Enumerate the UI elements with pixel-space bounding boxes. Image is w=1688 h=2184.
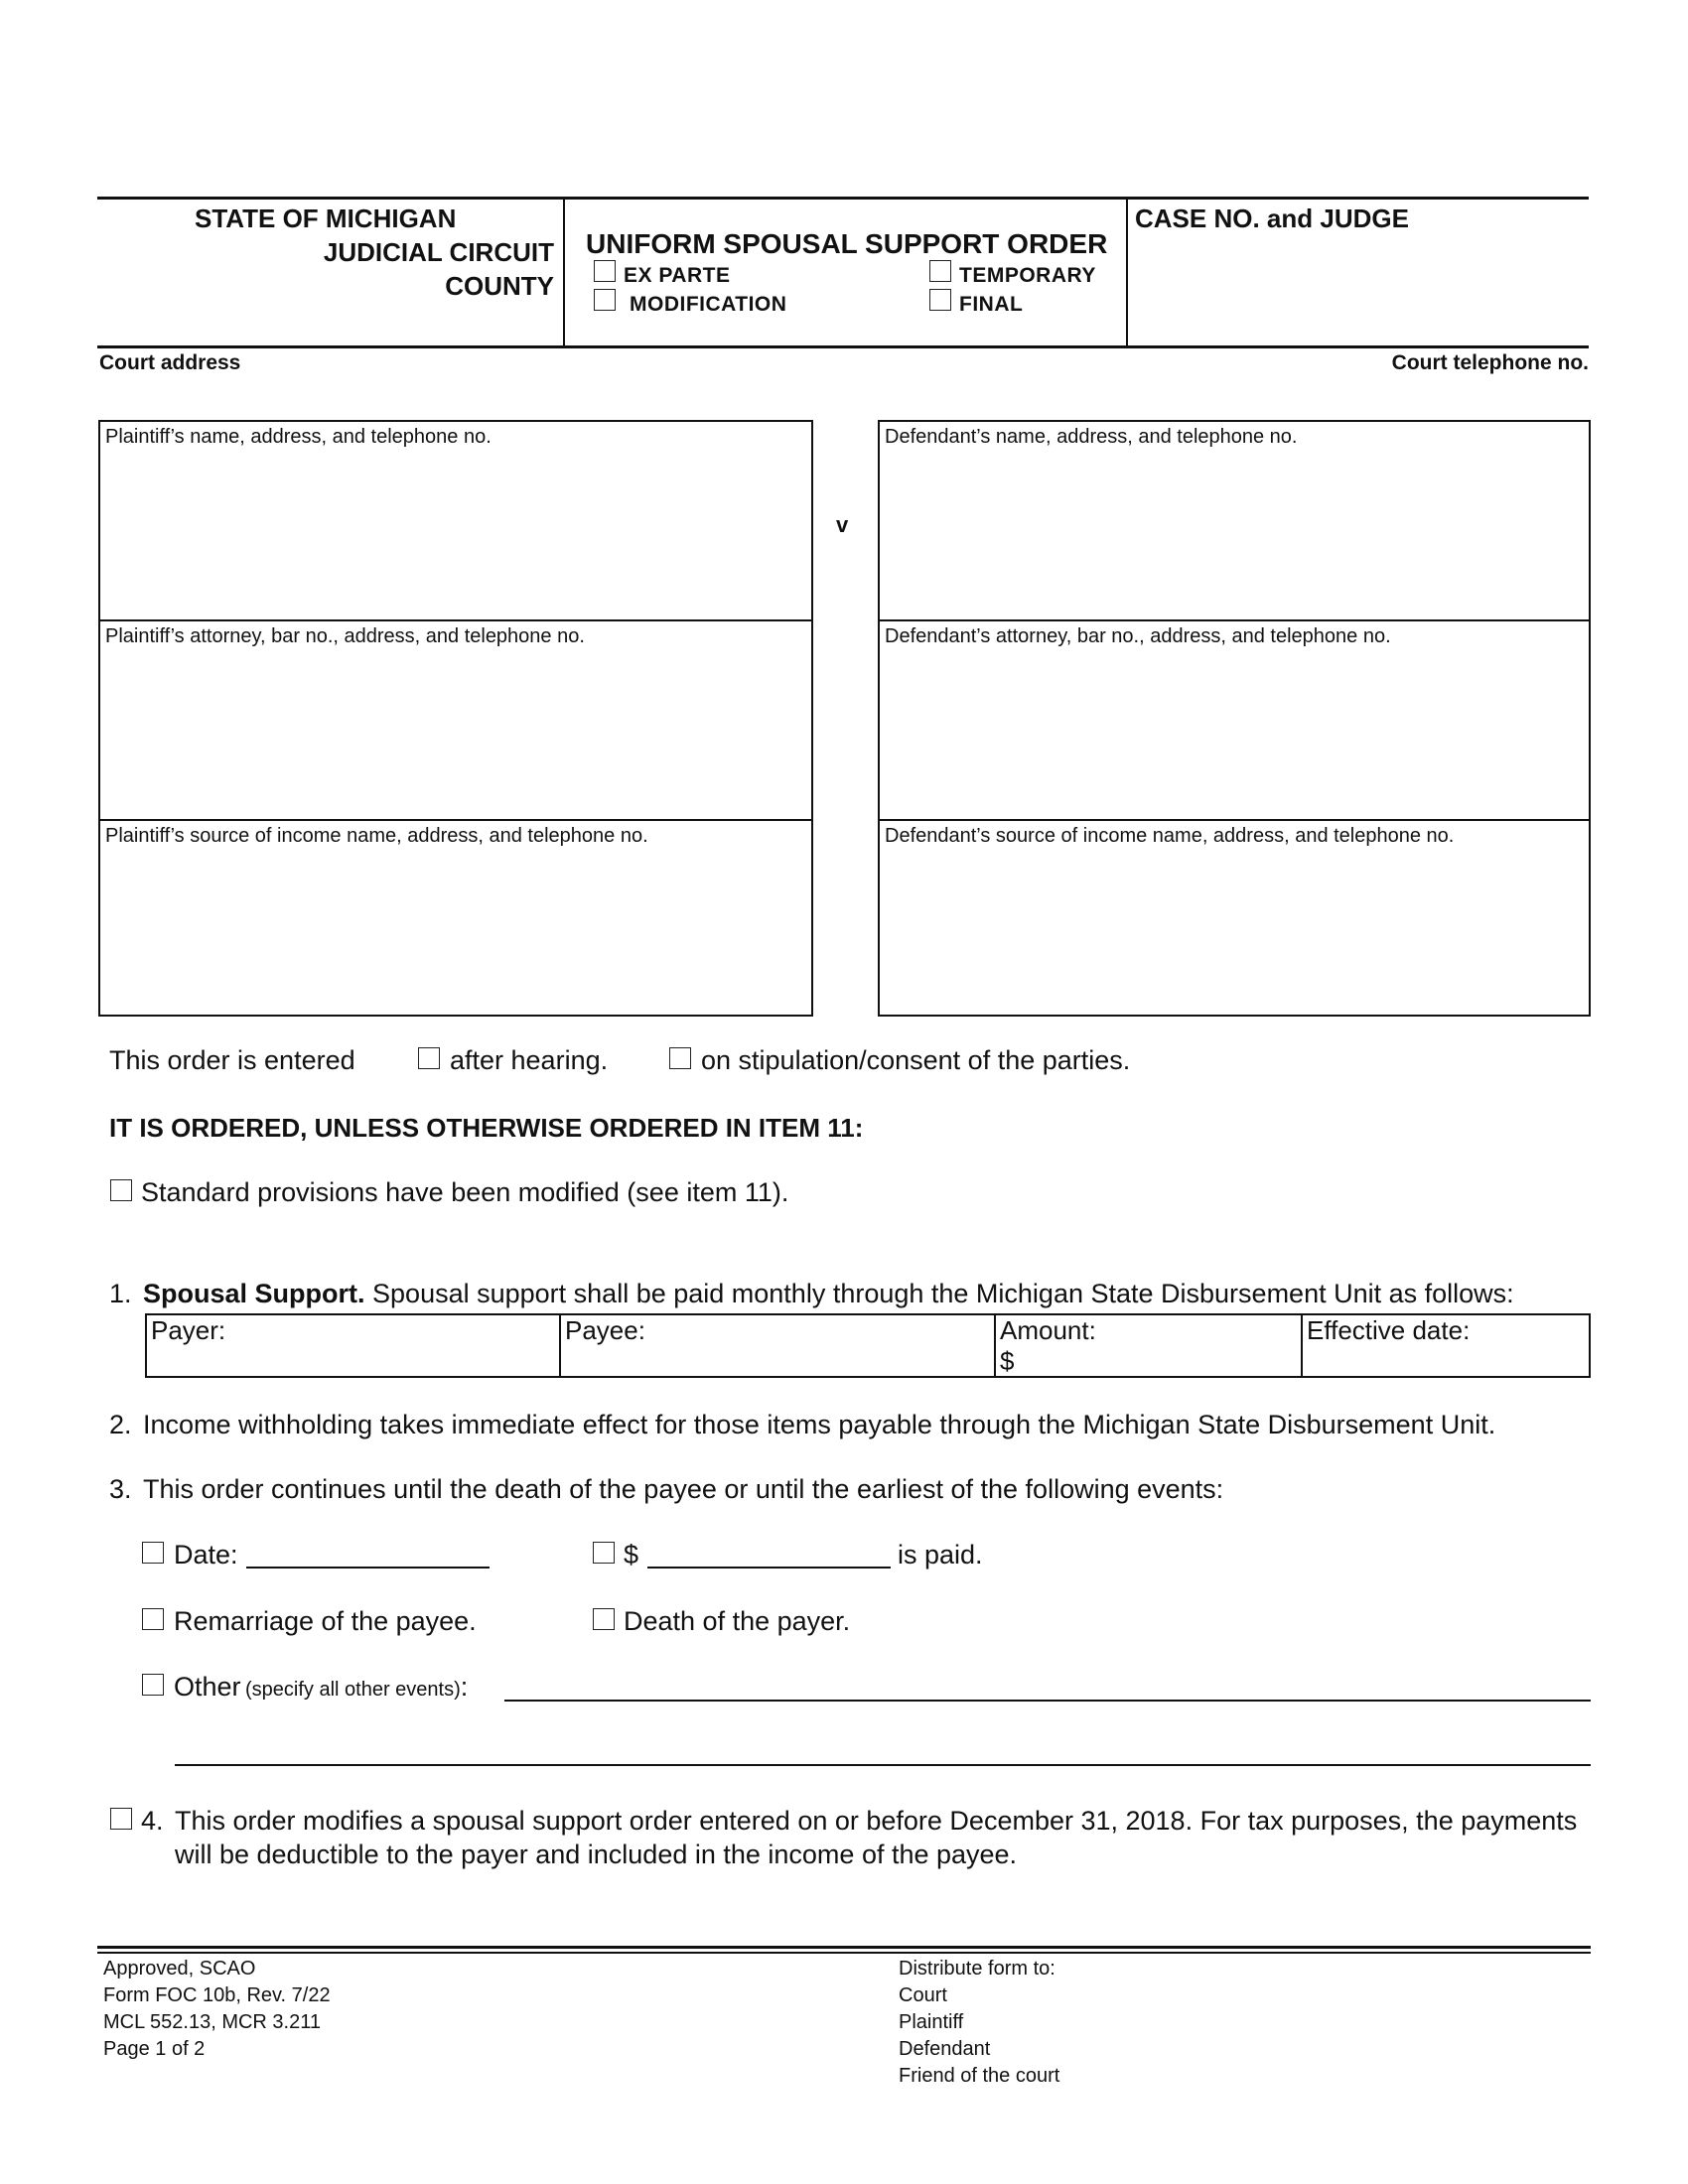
payee-field[interactable]	[561, 1315, 994, 1376]
standard-modified-checkbox[interactable]	[110, 1179, 132, 1201]
judicial-circuit-field[interactable]: JUDICIAL CIRCUIT	[323, 237, 554, 267]
item1-body: Spousal support shall be paid monthly through the Michigan State Disbursement Unit as follows:	[372, 1279, 1514, 1308]
county-field[interactable]: COUNTY	[445, 271, 554, 301]
death-of-payer-label: Death of the payer.	[624, 1606, 851, 1636]
other-text: Other	[174, 1672, 241, 1702]
defendant-income-field[interactable]	[880, 821, 1589, 1015]
modification-label: MODIFICATION	[630, 293, 787, 316]
item2-number: 2.	[109, 1410, 132, 1439]
distribute-defendant: Defendant	[899, 2038, 991, 2060]
item4-line2: will be deductible to the payer and included in the income of the payee.	[175, 1840, 1018, 1869]
after-hearing-checkbox[interactable]	[418, 1047, 440, 1069]
defendant-income-label: Defendant’s source of income name, address, and telephone no.	[885, 825, 1455, 847]
final-checkbox[interactable]	[929, 289, 951, 311]
plaintiff-attorney-label: Plaintiff’s attorney, bar no., address, and telephone no.	[105, 625, 585, 647]
item2-text: Income withholding takes immediate effect for those items payable through the Michigan State Disbursement Unit.	[143, 1410, 1496, 1439]
distribute-heading: Distribute form to:	[899, 1958, 1055, 1979]
header-divider-right	[1126, 197, 1128, 348]
distribute-court: Court	[899, 1984, 947, 2006]
item3-number: 3.	[109, 1474, 132, 1504]
defendant-name-label: Defendant’s name, address, and telephone no.	[885, 426, 1298, 448]
payer-field[interactable]	[147, 1315, 559, 1376]
date-label: Date:	[174, 1540, 238, 1570]
effective-date-label: Effective date:	[1307, 1315, 1471, 1345]
footer-distribution	[899, 1956, 1059, 2090]
payer-label: Payer:	[151, 1315, 226, 1345]
ex-parte-label: EX PARTE	[624, 264, 731, 287]
item1-number: 1.	[109, 1279, 132, 1308]
footer-rule-thick	[97, 1946, 1591, 1949]
stipulation-checkbox[interactable]	[669, 1047, 691, 1069]
form-title: UNIFORM SPOUSAL SUPPORT ORDER	[586, 228, 1108, 259]
amount-dollar-sign: $	[1000, 1346, 1015, 1376]
other-label	[174, 1672, 468, 1703]
plaintiff-income-label: Plaintiff’s source of income name, address, and telephone no.	[105, 825, 648, 847]
footer-page-number: Page 1 of 2	[103, 2038, 206, 2060]
is-paid-label: is paid.	[898, 1540, 983, 1570]
case-no-judge-field[interactable]: CASE NO. and JUDGE	[1135, 204, 1409, 233]
item4-line1: This order modifies a spousal support order entered on or before December 31, 2018. For tax purposes, the payments	[175, 1806, 1578, 1836]
remarriage-label: Remarriage of the payee.	[174, 1606, 477, 1636]
plaintiff-name-label: Plaintiff’s name, address, and telephone no.	[105, 426, 492, 448]
defendant-name-field[interactable]	[880, 422, 1589, 619]
amount-paid-checkbox[interactable]	[593, 1542, 615, 1564]
plaintiff-income-field[interactable]	[100, 821, 811, 1015]
footer-form-info	[103, 1956, 331, 2063]
death-of-payer-checkbox[interactable]	[593, 1608, 615, 1630]
defendant-attorney-label: Defendant’s attorney, bar no., address, and telephone no.	[885, 625, 1391, 647]
date-checkbox[interactable]	[142, 1542, 164, 1564]
effective-date-field[interactable]	[1303, 1315, 1589, 1376]
final-label: FINAL	[959, 293, 1024, 316]
standard-modified-label: Standard provisions have been modified (see item 11).	[141, 1177, 789, 1207]
footer-rule-thin	[97, 1952, 1591, 1954]
entry-intro: This order is entered	[109, 1045, 355, 1075]
court-telephone-label: Court telephone no.	[1391, 351, 1589, 374]
item4-checkbox[interactable]	[110, 1808, 132, 1830]
item1-heading: Spousal Support.	[143, 1279, 365, 1308]
defendant-box	[878, 420, 1591, 1017]
stipulation-label: on stipulation/consent of the parties.	[701, 1045, 1131, 1075]
header-bottom-rule	[97, 345, 1589, 348]
after-hearing-label: after hearing.	[450, 1045, 609, 1075]
amount-field[interactable]	[996, 1315, 1301, 1376]
modification-checkbox[interactable]	[594, 289, 616, 311]
defendant-attorney-field[interactable]	[880, 621, 1589, 819]
other-input-line-2[interactable]	[175, 1764, 1591, 1766]
header-top-rule	[97, 197, 1589, 200]
spousal-support-table	[145, 1313, 1591, 1378]
plaintiff-box	[98, 420, 813, 1017]
remarriage-checkbox[interactable]	[142, 1608, 164, 1630]
footer-approved: Approved, SCAO	[103, 1958, 256, 1979]
court-heading	[99, 202, 554, 303]
court-address-label: Court address	[99, 351, 241, 374]
other-checkbox[interactable]	[142, 1674, 164, 1696]
state-label: STATE OF MICHIGAN	[195, 204, 457, 233]
item3-text: This order continues until the death of the payee or until the earliest of the following events:	[143, 1474, 1224, 1504]
amount-paid-input-line[interactable]	[647, 1567, 891, 1569]
date-input-line[interactable]	[246, 1567, 490, 1569]
amount-paid-dollar: $	[624, 1540, 639, 1570]
header-divider-left	[563, 197, 565, 348]
temporary-label: TEMPORARY	[959, 264, 1096, 287]
item1-text	[143, 1279, 1514, 1309]
other-input-line-1[interactable]	[504, 1700, 1591, 1702]
payee-label: Payee:	[565, 1315, 645, 1345]
other-note: (specify all other events)	[244, 1679, 461, 1701]
distribute-plaintiff: Plaintiff	[899, 2011, 964, 2033]
footer-citation: MCL 552.13, MCR 3.211	[103, 2011, 321, 2033]
amount-label: Amount:	[1000, 1315, 1096, 1345]
temporary-checkbox[interactable]	[929, 260, 951, 282]
footer-form-number: Form FOC 10b, Rev. 7/22	[103, 1984, 331, 2006]
distribute-friend-of-court: Friend of the court	[899, 2065, 1060, 2087]
plaintiff-attorney-field[interactable]	[100, 621, 811, 819]
ex-parte-checkbox[interactable]	[594, 260, 616, 282]
other-colon: :	[460, 1672, 469, 1702]
ordered-heading: IT IS ORDERED, UNLESS OTHERWISE ORDERED IN ITEM 11:	[109, 1113, 864, 1143]
versus-label: v	[836, 512, 849, 537]
plaintiff-name-field[interactable]	[100, 422, 811, 619]
item4-number: 4.	[141, 1806, 164, 1836]
